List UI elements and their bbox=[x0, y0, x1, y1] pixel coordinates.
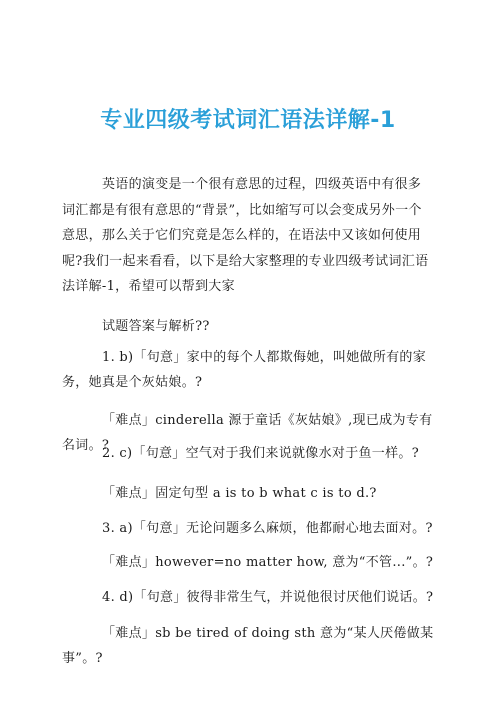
paragraph-q2-sentence: 2. c)「句意」空气对于我们来说就像水对于鱼一样。? bbox=[102, 446, 419, 461]
paragraph-q1-sentence: 1. b)「句意」家中的每个人都欺侮她，叫她做所有的家务，她真是个灰姑娘。? bbox=[62, 350, 427, 390]
document-title: 专业四级考试词汇语法详解-1 bbox=[100, 108, 396, 133]
paragraph-q3-sentence: 3. a)「句意」无论问题多么麻烦，他都耐心地去面对。? bbox=[102, 521, 433, 536]
intro-paragraph: 英语的演变是一个很有意思的过程，四级英语中有很多词汇都是有很有意思的“背景”，比如缩写可以会变成另外一个意思，那么关于它们究竟是怎么样的，在语法中又该如何使用呢?我们一起来看看，以下是给大家整理的专业四级考试词汇语法详解-1，希望可以帮到大家 bbox=[62, 177, 429, 294]
paragraph-q3-note: 「难点」however=no matter how, 意为“不管...”。? bbox=[102, 555, 434, 570]
answers-heading: 试题答案与解析?? bbox=[102, 319, 210, 334]
paragraph-q1-note: 「难点」cinderella 源于童话《灰姑娘》,现已成为专有名词。? bbox=[62, 413, 433, 453]
paragraph-q4-sentence: 4. d)「句意」彼得非常生气，并说他很讨厌他们说话。? bbox=[102, 590, 434, 605]
paragraph-q2-note: 「难点」固定句型 a is to b what c is to d.? bbox=[102, 486, 377, 501]
paragraph-q4-note: 「难点」sb be tired of doing sth 意为“某人厌倦做某事”。? bbox=[62, 626, 434, 666]
